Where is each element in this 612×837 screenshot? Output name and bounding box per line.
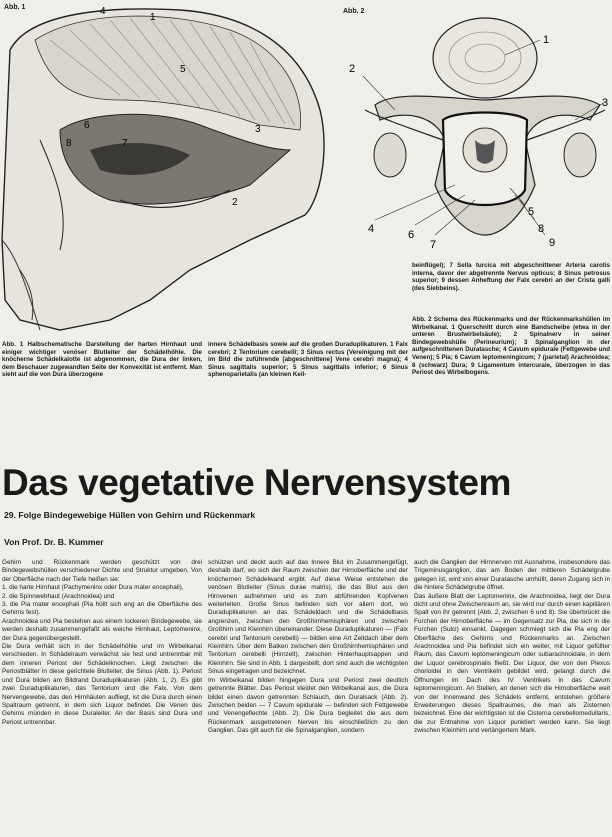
article-author: Von Prof. Dr. B. Kummer bbox=[4, 537, 104, 547]
fig1-num-5: 5 bbox=[180, 64, 186, 75]
fig2-num-4: 4 bbox=[368, 223, 375, 235]
figure-2-illustration bbox=[335, 10, 612, 260]
body-column-1: Gehirn und Rückenmark werden geschützt von drei Bindegewebshüllen verschiedener Dichte und Struktur umgeben. Von der Oberfläche nach der Tiefe heißen sie: 1. die harte Hirnhaut (Pachymeninx oder Dura mater encephali), 2. die Spinnwebhaut (Arachnoidea) und 3. die Pia mater encephali (Pia hüllt sich eng an die Oberfläche des Gehirns fest). Arachnoidea und Pia bestehen aus einem lockeren Bindegewebe, sie werden deshalb zusammengefaßt als weiche Hirnhaut, Leptomeninx, der Dura gegenübergestellt. Die Dura verhält sich in der Schädelhöhle und im Wirbelkanal verschieden. In Schädelraum verwächst sie fest und untrennbar mit dem inneren Periost der Schädelknochen. Liegt zwischen die Periostblätter in diese gerichtete Blutleiter, die Sinus (Abb. 1). Periost und Dura bilden am Bildrand Duraduplikaturen (Abb. 1, 2). Es gibt zwei Duraduplikaturen, das Tentorium und die Falx. Von dem Nervengewebe, das den Hirnhäuten aufliegt, ist die Dura durch einen Spaltraum getrennt, in dem sich Liquor befindet. Die Venen des Gehirns münden in diese Duraleiter. An der Basis sind Dura und Periost untrennbar. bbox=[2, 559, 202, 726]
body-column-2: schützen und deckt auch auf das Innere Blut im Zusammengefügt, deshalb darf, wo sich der Raum zwischen der Hirnoberfläche und der knöchernen Schädelwand ergibt. Auf diese Weise entstehen die venösen Blutleiter (Sinus durae matris), die das Blut aus den Hirnvenen aufnehmen und es zum abführenden Kopfvenen weiterleiten. Große Sinus befinden sich vor allem dort, wo Duraduplikaturen an das Schädeldach und die Schädelbasis angrenzen, zwischen den Großhirnhemisphären und zwischen Großhirn und Kleinhirn übereinander. Diese Duraduplikaturen — (Falx cerebri und Tentorium cerebelli) — bilden eine Art Zeltdach über dem Kleinhirn. Über dem Balken zwischen den Großhirnhemisphären und Tentorium cerebelli (Hirnzelt), zwischen Hinterhauptsappen und Kleinhirn. Sie sind in Abb. 1 dargestellt, dort sind auch die wichtigsten Sinus eingetragen und bezeichnet. Im Wirbelkanal bilden hingegen Dura und Periost zwei deutlich getrennte Blätter. Das Periost kleidet den Wirbelkanal aus, die Dura bildet einen davon getrennten Schlauch, den Duralsack (Abb. 2). Zwischen beiden — 7 Cavum epidurale — befinden sich Fettgewebe und Venengeflechte (Abb. 2). Die Dura begleitet die aus dem Rückenmark ausgetretenen Nerven bis einschließlich zu den Ganglien. Das gilt auch für die Spinalganglien, sondern bbox=[208, 559, 408, 735]
article-title: Das vegetative Nervensystem bbox=[2, 462, 511, 503]
fig2-num-2: 2 bbox=[349, 63, 356, 75]
figure-2-caption-top: beinflügel); 7 Sella turcica mit abgeschnittener Arteria carotis interna, davor der abgetrennte Nervus opticus; 8 Sinus petrosus superior; 9 dessen Anheftung der Falx cerebri an der Crista galli (des Siebbeins). bbox=[412, 262, 610, 292]
fig2-num-6: 6 bbox=[408, 229, 415, 241]
figure-1-illustration bbox=[0, 0, 335, 345]
fig1-num-3: 3 bbox=[255, 124, 261, 135]
fig2-num-3: 3 bbox=[602, 97, 609, 109]
fig1-num-6: 6 bbox=[84, 120, 90, 131]
fig1-num-4: 4 bbox=[100, 6, 106, 17]
fig2-num-5: 5 bbox=[528, 206, 535, 218]
fig2-num-1: 1 bbox=[543, 34, 550, 46]
fig2-num-9: 9 bbox=[549, 237, 556, 249]
figure-1-caption-part-2: innere Schädelbasis sowie auf die großen Duraduplikaturen. 1 Falx cerebri; 2 Tentorium cerebelli; 3 Sinus rectus (Vereinigung mit der im Bild die zuführende [abgeschnittene] Vene cerebri magna); 4 Sinus sagittalis superior; 5 Sinus sagittalis inferior; 6 Sinus sphenoparietalis (an kleinen Keil- bbox=[208, 341, 408, 379]
fig1-num-7: 7 bbox=[122, 138, 128, 149]
figure-1-label: Abb. 1 bbox=[4, 4, 26, 11]
fig2-num-8: 8 bbox=[538, 223, 545, 235]
fig1-num-8: 8 bbox=[66, 138, 72, 149]
fig1-num-2: 2 bbox=[232, 197, 238, 208]
body-column-3: auch die Ganglien der Hirnnerven mit Ausnahme, insbesondere das Trigeminusganglion, das am Boden der mittleren Schädelgrube gelegen ist, wird von einer Duratasche umhüllt, deren Zugang sich in die hintere Schädelgrube öffnet. Das äußere Blatt der Leptomeninx, die Arachnoidea, liegt der Dura dicht und ohne Zwischenraum an, sie wird nur durch einen kapillären Spalt von ihr getrennt (Abb. 2, zwischen 6 und 8). Sie überbrückt die Furchen der Hirnoberfläche — im Gegensatz zur Pia, die sich in die Furchen (Sulci) einsenkt. Dagegen schmiegt sich die Pia eng der Oberfläche des Gehirns und Rückenmarks an. Zwischen Arachnoidea und Pia befindet sich ein weiter, mit Liquor gefüllter Raum, das Cavum leptomeningicum oder subarachnoidale, in dem der Liquor cerebrospinalis fließt. Der Liquor, der von den Plexus chorioidei in den Ventrikeln gebildet wird, gelangt durch die Öffnungen im Dach des IV. Ventrikels in das Cavum leptomeningicum. An Stellen, an denen sich die Hirnoberfläche weit von der Innenwand des Schädels entfernt, entstehen größere Erweiterungen dieses Spaltraumes, die man als Zisternen bezeichnet. Eine der wichtigsten ist die Cisterna cerebellomedullaris, die zur Entnahme von Liquor punktiert werden kann. Sie liegt zwischen Kleinhirn und verlängertem Mark. bbox=[414, 559, 610, 735]
fig1-num-1: 1 bbox=[150, 12, 156, 23]
figure-2-caption: Abb. 2 Schema des Rückenmarks und der Rückenmarkshüllen im Wirbelkanal. 1 Querschnitt durch eine Bandscheibe (etwa in der unteren Brustwirbelsäule); 2 Spinalnerv in seiner Bindegewebshülle (Perineurium); 3 Spinalganglion in der aufgeschnittenen Duratasche; 4 Cavum epidurale (Fettgewebe und Venen); 5 Pia; 6 Cavum leptomeningicum; 7 (parietal) Arachnoidea; 8 (schwarz) Dura; 9 Ligamentum intercurale, überzogen in das Periost des Wirbelbogens. bbox=[412, 316, 610, 377]
figure-2-label: Abb. 2 bbox=[343, 8, 365, 15]
article-subtitle: 29. Folge Bindegewebige Hüllen von Gehirn und Rückenmark bbox=[4, 510, 256, 520]
figure-1-caption-part-1: Abb. 1 Halbschematische Darstellung der harten Hirnhaut und einiger wichtiger venöser Blutleiter der Schädelhöhle. Die knöcherne Schädelkalotte ist abgenommen, die Dura der linken, dem Beschauer zugewandten Seite der Konvexität ist entfernt. Man sieht auf die von Dura überzogene bbox=[2, 341, 202, 379]
fig2-num-7: 7 bbox=[430, 239, 437, 251]
